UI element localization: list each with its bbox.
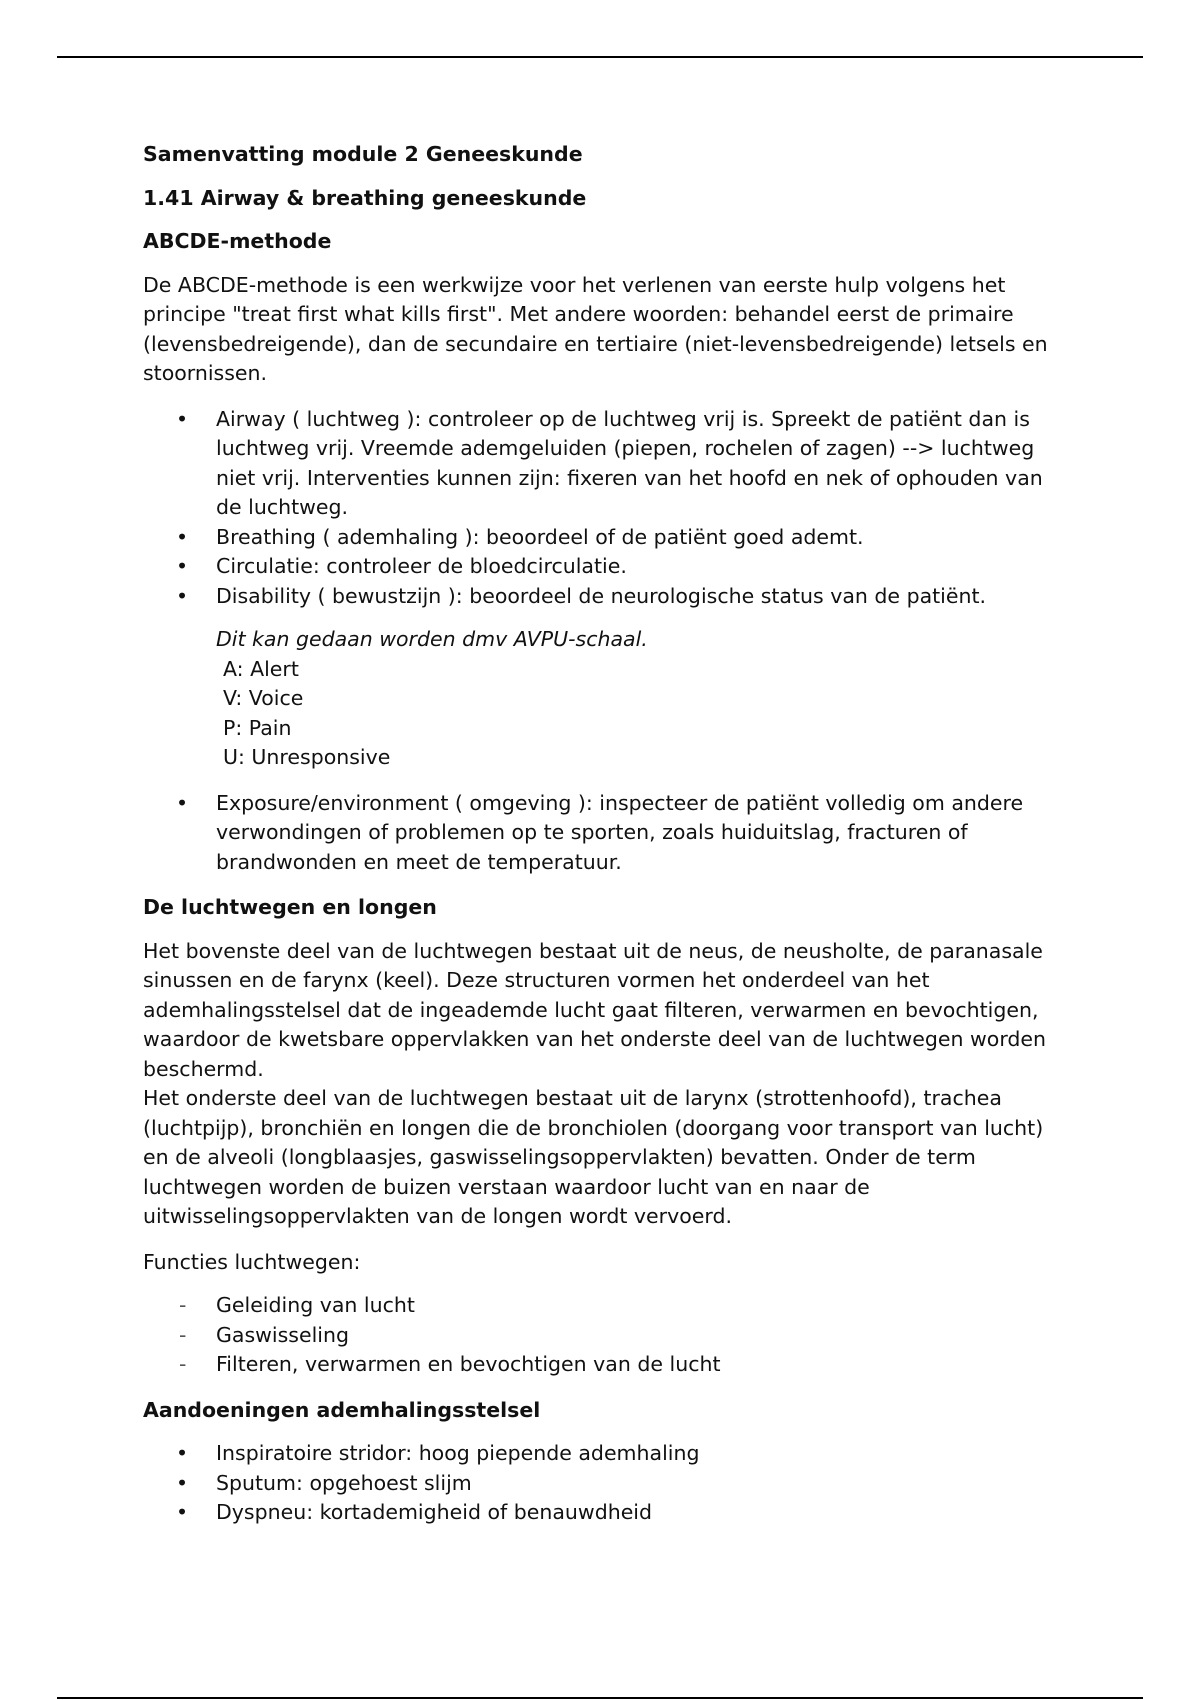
dash-icon: - (179, 1322, 187, 1347)
airways-paragraph-1: Het bovenste deel van de luchtwegen bestaat uit de neus, de neusholte, de paranasale sinussen en de farynx (keel). Deze structuren vormen het onderdeel van het ademhalingsstelsel dat de ingeademde lucht gaat filteren, verwarmen en bevochtigen, waardoor de kwetsbare oppervlakken van het onderste deel van de luchtwegen worden beschermd. (143, 938, 1047, 1081)
avpu-block (143, 625, 1063, 773)
functions-label: Functies luchtwegen: (143, 1249, 361, 1274)
bullet-icon: • (176, 1500, 189, 1524)
dash-icon: - (179, 1352, 187, 1376)
abcde-list (143, 405, 1063, 612)
avpu-scale (216, 655, 1063, 773)
list-item: • Disability ( bewustzijn ): beoordeel de neurologische status van de patiënt. (143, 582, 1063, 612)
disorders-list (143, 1439, 1063, 1528)
abcde-intro: De ABCDE-methode is een werkwijze voor het verlenen van eerste hulp volgens het principe "treat first what kills first". Met andere woorden: behandel eerst de primaire (levensbedreigende), dan de secundaire en tertiaire (niet-levensbedreigende) letsels en stoornissen. (143, 272, 1048, 385)
dash-icon: - (179, 1293, 187, 1317)
header-rule (57, 56, 1143, 58)
list-item: - Gaswisseling (143, 1321, 1063, 1351)
list-item: - Filteren, verwarmen en bevochtigen van de lucht (143, 1350, 1063, 1380)
avpu-item: A: Alert (223, 656, 299, 681)
avpu-intro: Dit kan gedaan worden dmv AVPU-schaal. (216, 627, 648, 651)
bullet-icon: • (176, 406, 189, 431)
list-item: • Airway ( luchtweg ): controleer op de luchtweg vrij is. Spreekt de patiënt dan is luchtweg vrij. Vreemde ademgeluiden (piepen, rochelen of zagen) --> luchtweg niet vrij. Interventies kunnen zijn: fixeren van het hoofd en nek of ophouden van de luchtweg. (176, 406, 1043, 519)
list-item: • Sputum: opgehoest slijm (143, 1469, 1063, 1499)
document-body (143, 140, 1063, 1544)
airways-paragraph-2: Het onderste deel van de luchtwegen bestaat uit de larynx (strottenhoofd), trachea (luchtpijp), bronchiën en longen die de bronchiolen (doorgang voor transport van lucht) en de alveoli (longblaasjes, gaswisselingsoppervlakten) bevatten. Onder de term luchtwegen worden de buizen verstaan waardoor lucht van en naar de uitwisselingsoppervlakten van de longen wordt vervoerd. (143, 1086, 1044, 1228)
list-item: - Geleiding van lucht (143, 1291, 1063, 1321)
bullet-icon: • (176, 1441, 189, 1465)
list-item: • Circulatie: controleer de bloedcirculatie. (143, 552, 1063, 582)
disorders-heading: Aandoeningen ademhalingsstelsel (143, 1397, 541, 1422)
bullet-icon: • (176, 790, 189, 815)
section-subtitle: 1.41 Airway & breathing geneeskunde (143, 185, 587, 210)
list-item: • Breathing ( ademhaling ): beoordeel of de patiënt goed ademt. (143, 523, 1063, 553)
functions-list (143, 1291, 1063, 1380)
bullet-icon: • (176, 554, 189, 578)
abcde-heading: ABCDE-methode (143, 229, 332, 253)
document-title: Samenvatting module 2 Geneeskunde (143, 142, 583, 166)
exposure-list (143, 789, 1063, 878)
avpu-item: U: Unresponsive (223, 745, 391, 769)
airways-heading: De luchtwegen en longen (143, 895, 437, 919)
list-item: • Dyspneu: kortademigheid of benauwdheid (143, 1498, 1063, 1528)
avpu-item: V: Voice (223, 686, 304, 710)
list-item: • Inspiratoire stridor: hoog piepende ademhaling (143, 1439, 1063, 1469)
list-item: • Exposure/environment ( omgeving ): inspecteer de patiënt volledig om andere verwondingen of problemen op te sporten, zoals huiduitslag, fracturen of brandwonden en meet de temperatuur. (176, 790, 1024, 874)
bullet-icon: • (176, 524, 189, 549)
bullet-icon: • (176, 583, 189, 608)
avpu-item: P: Pain (223, 715, 292, 740)
footer-rule (57, 1697, 1143, 1699)
bullet-icon: • (176, 1470, 189, 1495)
